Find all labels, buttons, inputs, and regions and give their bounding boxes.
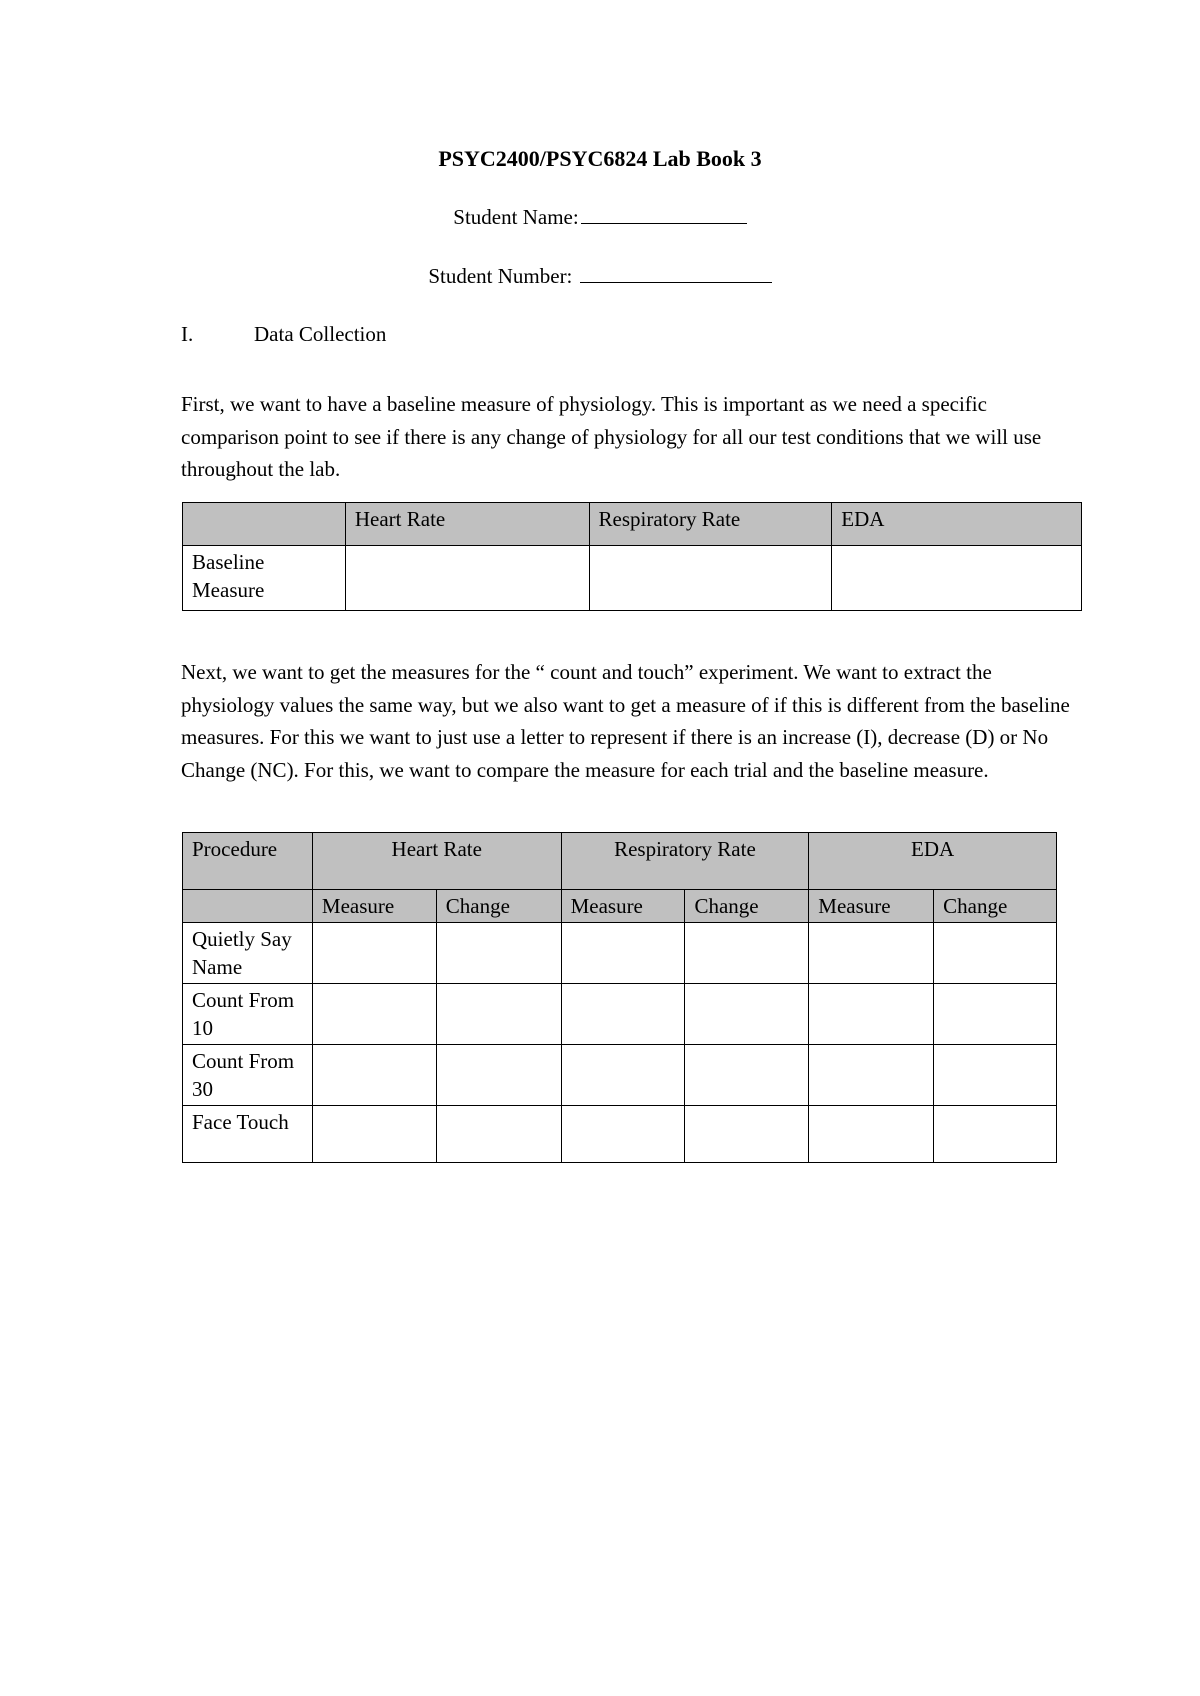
section-number: I.: [181, 322, 194, 346]
procedure-table-sub-row: [183, 890, 1057, 923]
baseline-table-row: [183, 546, 1082, 611]
baseline-row-label: Baseline Measure: [183, 546, 346, 611]
data-cell[interactable]: [436, 1106, 561, 1163]
student-name-label: Student Name:: [453, 205, 579, 229]
table-row: [183, 1106, 1057, 1163]
data-cell[interactable]: [561, 984, 685, 1045]
baseline-table-corner: [183, 503, 346, 546]
data-cell[interactable]: [685, 984, 809, 1045]
baseline-header-heart-rate: Heart Rate: [345, 503, 589, 546]
data-cell[interactable]: [436, 923, 561, 984]
group-header-respiratory-rate: Respiratory Rate: [561, 833, 809, 890]
paragraph-count-touch: Next, we want to get the measures for the “ count and touch” experiment. We want to extract the physiology values the same way, but we also want to get a measure of if this is different from the baseline measures. For this we want to just use a letter to represent if there is an increase (I), decrease (D) or No Change (NC). For this, we want to compare the measure for each trial and the baseline measure.: [181, 660, 1070, 782]
data-cell[interactable]: [934, 1045, 1057, 1106]
procedure-row-label: Face Touch: [183, 1106, 313, 1163]
procedure-row-label: Count From 30: [183, 1045, 313, 1106]
student-number-label: Student Number:: [428, 264, 573, 288]
data-cell[interactable]: [312, 984, 436, 1045]
data-cell[interactable]: [809, 984, 934, 1045]
data-cell[interactable]: [809, 1106, 934, 1163]
data-cell[interactable]: [934, 984, 1057, 1045]
student-number-line: [0, 264, 1200, 289]
data-cell[interactable]: [312, 923, 436, 984]
baseline-table: [182, 502, 1082, 611]
baseline-header-respiratory-rate: Respiratory Rate: [589, 503, 832, 546]
baseline-cell-respiratory-rate[interactable]: [589, 546, 832, 611]
data-cell[interactable]: [561, 1106, 685, 1163]
section-heading: [181, 322, 386, 347]
table-row: [183, 1045, 1057, 1106]
student-number-blank[interactable]: [580, 268, 772, 283]
group-header-heart-rate: Heart Rate: [312, 833, 561, 890]
student-name-blank[interactable]: [581, 209, 747, 224]
baseline-cell-eda[interactable]: [832, 546, 1082, 611]
procedure-table: [182, 832, 1057, 1163]
procedure-header: Procedure: [183, 833, 313, 890]
table-row: [183, 923, 1057, 984]
paragraph-baseline: First, we want to have a baseline measure of physiology. This is important as we need a specific comparison point to see if there is any change of physiology for all our test conditions that we will use throughout the lab.: [181, 392, 1042, 481]
baseline-cell-heart-rate[interactable]: [345, 546, 589, 611]
data-cell[interactable]: [312, 1045, 436, 1106]
data-cell[interactable]: [312, 1106, 436, 1163]
data-cell[interactable]: [685, 1106, 809, 1163]
sub-header-measure: Measure: [561, 890, 685, 923]
sub-header-blank: [183, 890, 313, 923]
sub-header-change: Change: [436, 890, 561, 923]
procedure-row-label: Quietly Say Name: [183, 923, 313, 984]
table-row: [183, 984, 1057, 1045]
data-cell[interactable]: [809, 1045, 934, 1106]
data-cell[interactable]: [436, 1045, 561, 1106]
sub-header-measure: Measure: [809, 890, 934, 923]
sub-header-change: Change: [934, 890, 1057, 923]
data-cell[interactable]: [934, 923, 1057, 984]
data-cell[interactable]: [685, 1045, 809, 1106]
group-header-eda: EDA: [809, 833, 1057, 890]
procedure-row-label: Count From 10: [183, 984, 313, 1045]
student-name-line: [0, 205, 1200, 230]
sub-header-measure: Measure: [312, 890, 436, 923]
data-cell[interactable]: [685, 923, 809, 984]
page-title: PSYC2400/PSYC6824 Lab Book 3: [438, 146, 762, 171]
data-cell[interactable]: [561, 1045, 685, 1106]
section-title: Data Collection: [254, 322, 387, 346]
data-cell[interactable]: [809, 923, 934, 984]
data-cell[interactable]: [934, 1106, 1057, 1163]
baseline-table-header-row: [183, 503, 1082, 546]
data-cell[interactable]: [436, 984, 561, 1045]
sub-header-change: Change: [685, 890, 809, 923]
baseline-header-eda: EDA: [832, 503, 1082, 546]
data-cell[interactable]: [561, 923, 685, 984]
procedure-table-group-row: [183, 833, 1057, 890]
